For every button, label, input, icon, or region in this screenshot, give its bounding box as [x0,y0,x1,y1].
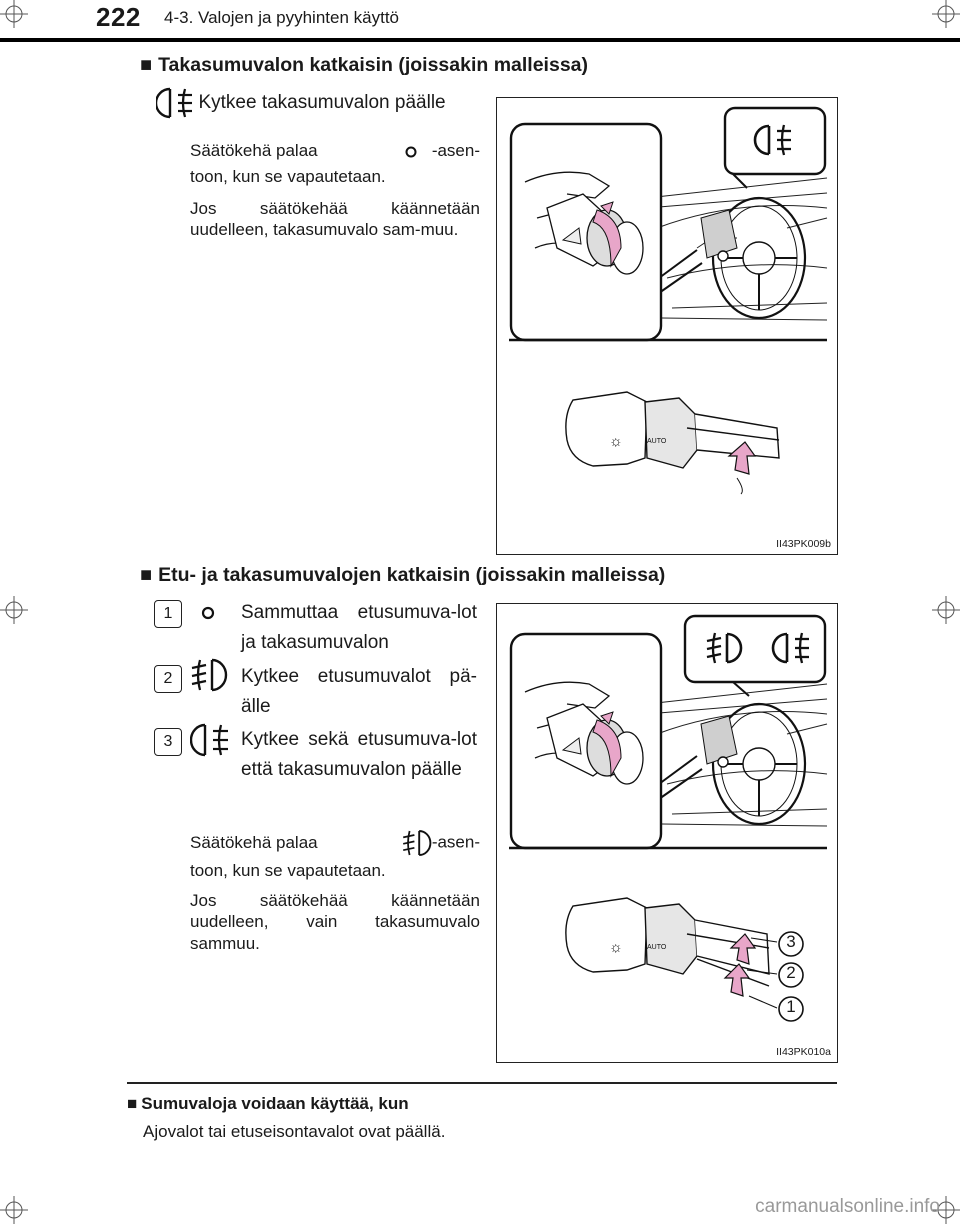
crop-mark-icon [0,0,28,28]
crop-mark-icon [0,596,28,624]
return-note: Säätökehä palaa -asen- toon, kun se vapautetaan. [190,828,480,884]
item-number-badge: 2 [154,665,182,693]
item-number-badge: 3 [154,728,182,756]
chapter-title: 4-3. Valojen ja pyyhinten käyttö [164,8,399,27]
page-number: 222 [96,2,141,32]
square-bullet-icon: ■ [140,54,153,76]
return-note: Säätökehä palaa -asen- toon, kun se vapautetaan. [190,141,480,186]
watermark: carmanualsonline.info [755,1196,940,1217]
footer-note-title: ■ Sumuvaloja voidaan käyttää, kun [127,1094,409,1113]
item-2-text: Kytkee etusumuvalot pä-älle [241,666,477,718]
rear-fog-icon [190,722,230,758]
figure-rear-fog-switch [496,97,838,555]
svg-text:AUTO: AUTO [647,438,667,445]
square-bullet-icon: ■ [140,564,153,586]
rear-fog-item: Kytkee takasumuvalon päälle [156,86,466,120]
crop-mark-icon [932,0,960,28]
callout-number: 3 [786,932,796,951]
footer-note-text: Ajovalot tai etuseisontavalot ovat päällä. [143,1122,446,1141]
figure-code: II43PK009b [776,538,831,550]
header-divider [0,38,960,42]
off-circle-icon [200,605,216,621]
section-title: ■ Takasumuvalon katkaisin (joissakin malleissa) [140,54,589,76]
callout-number: 2 [786,963,796,982]
front-fog-icon [400,828,432,858]
figure-illustration [497,604,837,1062]
repeat-note: Jos säätökehää käännetään uudelleen, vain takasumuvalo sammuu. [190,891,480,953]
section-title: ■ Etu- ja takasumuvalojen katkaisin (joissakin malleissa) [140,564,666,586]
item-number-badge: 1 [154,600,182,628]
crop-mark-icon [0,1196,28,1224]
svg-text:AUTO: AUTO [647,944,667,951]
footer-divider [127,1082,837,1084]
figure-illustration [497,98,837,554]
callout-number: 1 [786,997,796,1016]
svg-text:☼: ☼ [609,939,623,956]
crop-mark-icon [932,596,960,624]
item-3-text: Kytkee sekä etusumuva-lot että takasumuvalon päälle [241,729,477,781]
repeat-note: Jos säätökehää käännetään uudelleen, takasumuvalo sam-muu. [190,199,480,240]
item-1-text: Sammuttaa etusumuva-lot ja takasumuvalon [241,602,477,654]
svg-text:☼: ☼ [609,433,623,450]
figure-code: II43PK010a [776,1046,831,1058]
front-fog-icon [188,657,228,693]
square-bullet-icon: ■ [127,1094,138,1113]
rear-fog-icon [156,86,194,120]
figure-front-rear-fog-switch [496,603,838,1063]
off-circle-icon [404,145,418,159]
